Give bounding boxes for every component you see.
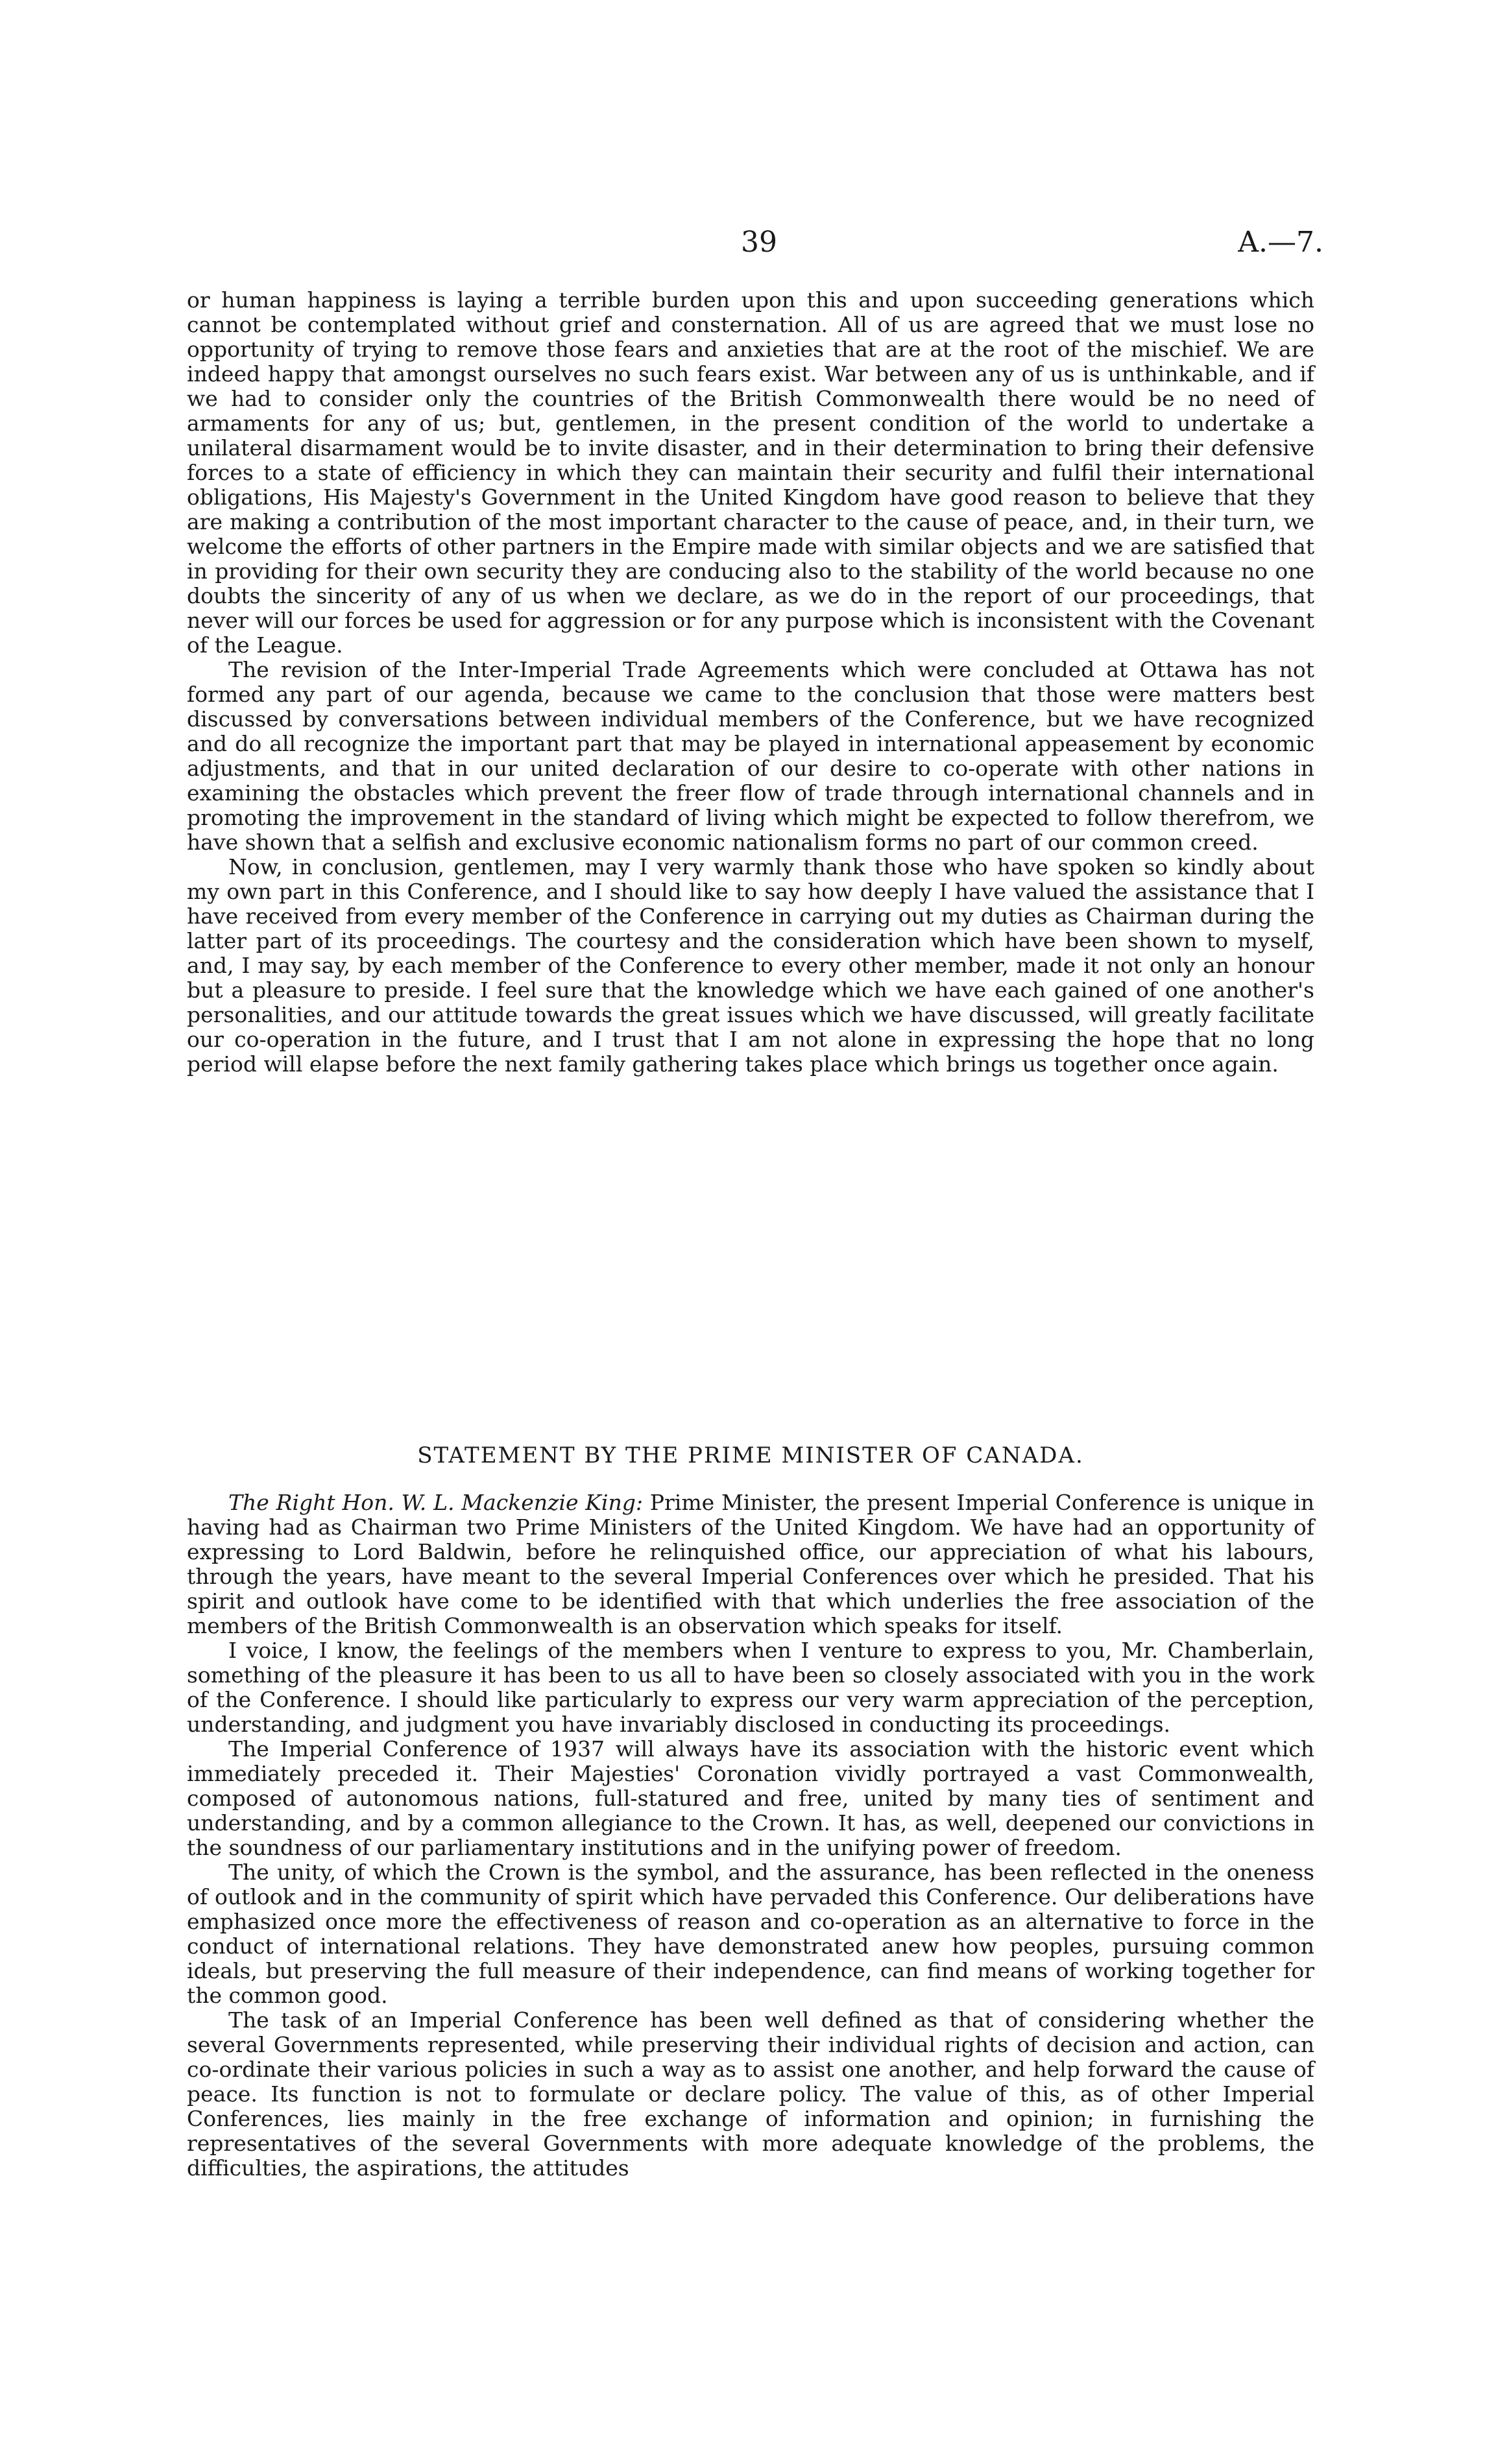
speaker-name: The Right Hon. W. L. Mackenzie King: (228, 1490, 643, 1515)
document-reference: A.—7. (1238, 226, 1323, 259)
paragraph: I voice, I know, the feelings of the members when I venture to express to you, Mr. Chamberlain, something of the pleasure it has been to us all to have been so closely associated with you in the work of the Conference. I should like particularly to express our very warm appreciation of the perception, understanding, and judgment you have invariably disclosed in conducting its proceedings. (187, 1638, 1314, 1737)
section-heading: STATEMENT BY THE PRIME MINISTER OF CANADA. (417, 1442, 1084, 1468)
paragraph: or human happiness is laying a terrible burden upon this and upon succeeding generations which cannot be contemplated without grief and consternation. All of us are agreed that we must lose no opportunity of trying to remove those fears and anxieties that are at the root of the mischief. We are indeed happy that amongst ourselves no such fears exist. War between any of us is unthinkable, and if we had to consider only the countries of the British Commonwealth there would be no need of armaments for any of us; but, gentlemen, in the present condition of the world to undertake a unilateral disarmament would be to invite disaster, and in their determination to bring their defensive forces to a state of efficiency in which they can maintain their security and fulfil their international obligations, His Majesty's Government in the United Kingdom have good reason to believe that they are making a contribution of the most important character to the cause of peace, and, in their turn, we welcome the efforts of other partners in the Empire made with similar objects and we are satisfied that in providing for their own security they are conducing also to the stability of the world because no one doubts the sincerity of any of us when we declare, as we do in the report of our proceedings, that never will our forces be used for aggression or for any purpose which is inconsistent with the Covenant of the League. (187, 287, 1314, 658)
paragraph: The revision of the Inter-Imperial Trade Agreements which were concluded at Ottawa has not formed any part of our agenda, because we came to the conclusion that those were matters best discussed by conversations between individual members of the Conference, but we have recognized and do all recognize the important part that may be played in international appeasement by economic adjustments, and that in our united declaration of our desire to co-operate with other nations in examining the obstacles which prevent the freer flow of trade through international channels and in promoting the improvement in the standard of living which might be expected to follow therefrom, we have shown that a selfish and exclusive economic nationalism forms no part of our common creed. (187, 657, 1314, 855)
paragraph: Now, in conclusion, gentlemen, may I very warmly thank those who have spoken so kindly about my own part in this Conference, and I should like to say how deeply I have valued the assistance that I have received from every member of the Conference in carrying out my duties as Chairman during the latter part of its proceedings. The courtesy and the consideration which have been shown to myself, and, I may say, by each member of the Conference to every other member, made it not only an honour but a pleasure to preside. I feel sure that the knowledge which we have each gained of one another's personalities, and our attitude towards the great issues which we have discussed, will greatly facilitate our co-operation in the future, and I trust that I am not alone in expressing the hope that no long period will elapse before the next family gathering takes place which brings us together once again. (187, 854, 1314, 1077)
paragraph: The unity, of which the Crown is the symbol, and the assurance, has been reflected in the oneness of outlook and in the community of spirit which have pervaded this Conference. Our deliberations have emphasized once more the effectiveness of reason and co-operation as an alternative to force in the conduct of international relations. They have demonstrated anew how peoples, pursuing common ideals, but preserving the full measure of their independence, can find means of working together for the common good. (187, 1860, 1314, 2008)
continued-speech (187, 288, 1314, 1077)
paragraph: The Imperial Conference of 1937 will always have its association with the historic event which immediately preceded it. Their Majesties' Coronation vividly portrayed a vast Commonwealth, composed of autonomous nations, full-statured and free, united by many ties of sentiment and understanding, and by a common allegiance to the Crown. It has, as well, deepened our convictions in the soundness of our parliamentary institutions and in the unifying power of freedom. (187, 1736, 1314, 1860)
paragraph-text: Prime Minister, the present Imperial Conference is unique in having had as Chairman two Prime Ministers of the United Kingdom. We have had an opportunity of expressing to Lord Baldwin, before he relinquished office, our appreciation of what his labours, through the years, have meant to the several Imperial Conferences over which he presided. That his spirit and outlook have come to be identified with that which underlies the free association of the members of the British Commonwealth is an observation which speaks for itself. (187, 1490, 1315, 1638)
statement-body (187, 1490, 1314, 2181)
paragraph (187, 1490, 1314, 1638)
page-number: 39 (741, 226, 777, 259)
paragraph: The task of an Imperial Conference has been well defined as that of considering whether the several Governments represented, while preserving their individual rights of decision and action, can co-ordinate their various policies in such a way as to assist one another, and help forward the cause of peace. Its function is not to formulate or declare policy. The value of this, as of other Imperial Conferences, lies mainly in the free exchange of information and opinion; in furnishing the representatives of the several Governments with more adequate knowledge of the problems, the difficulties, the aspirations, the attitudes (187, 2007, 1314, 2181)
